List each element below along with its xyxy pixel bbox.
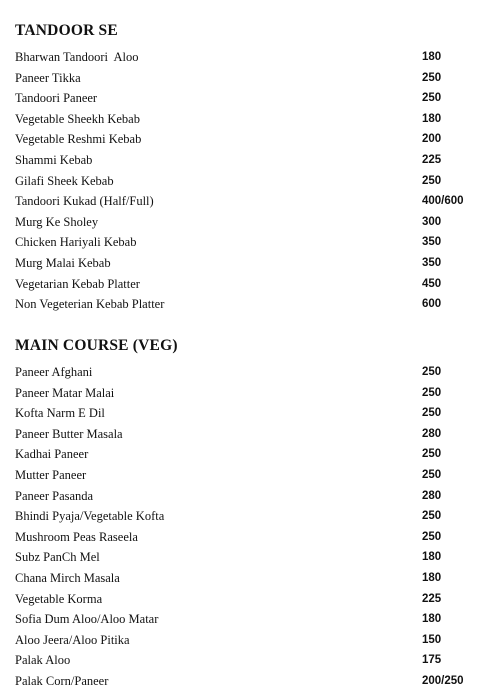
menu-item-price: 250 — [422, 510, 442, 523]
menu-item-price: 400/600 — [422, 195, 464, 208]
menu-item-price: 180 — [422, 613, 442, 626]
menu-item-name: Aloo Jeera/Aloo Pitika — [15, 632, 130, 647]
menu-item-name: Mutter Paneer — [15, 467, 87, 482]
menu-item-price: 300 — [422, 215, 442, 228]
menu-item — [15, 294, 472, 315]
section-title: MAIN COURSE (VEG) — [15, 337, 178, 354]
menu-item — [15, 47, 472, 68]
menu-item-name: Non Vegeterian Kebab Platter — [15, 297, 165, 312]
menu-item-price: 250 — [422, 92, 442, 105]
menu-item-price: 250 — [422, 530, 442, 543]
menu-item — [15, 671, 472, 692]
menu-item-price: 350 — [422, 256, 442, 269]
menu-item — [15, 150, 472, 171]
menu-item-price: 180 — [422, 571, 442, 584]
menu-item-price: 225 — [422, 153, 442, 166]
menu-item-price: 150 — [422, 633, 442, 646]
menu-item-price: 250 — [422, 448, 442, 461]
menu-item-name: Kadhai Paneer — [15, 447, 89, 462]
menu-item-price: 225 — [422, 592, 442, 605]
menu-item-price: 250 — [422, 407, 442, 420]
menu-item-price: 280 — [422, 427, 442, 440]
menu-item-price: 250 — [422, 468, 442, 481]
menu-item — [15, 424, 472, 445]
menu-item-price: 200 — [422, 133, 442, 146]
menu-item-name: Bhindi Pyaja/Vegetable Kofta — [15, 509, 165, 524]
menu-item — [15, 171, 472, 192]
menu-item — [15, 609, 472, 630]
menu-item-name: Paneer Butter Masala — [15, 426, 123, 441]
menu-item-name: Paneer Matar Malai — [15, 385, 115, 400]
menu-item — [15, 506, 472, 527]
menu-item-price: 450 — [422, 277, 442, 290]
menu-item-list — [15, 47, 472, 315]
menu-item-name: Tandoori Paneer — [15, 91, 98, 106]
menu-item-price: 180 — [422, 551, 442, 564]
menu-item — [15, 253, 472, 274]
menu-item-price: 250 — [422, 71, 442, 84]
menu-item-name: Vegetarian Kebab Platter — [15, 276, 140, 291]
menu-item-price: 250 — [422, 174, 442, 187]
menu-item — [15, 444, 472, 465]
menu-item-price: 280 — [422, 489, 442, 502]
menu-section-main-course-veg — [15, 335, 472, 692]
menu-item-name: Vegetable Reshmi Kebab — [15, 132, 142, 147]
menu-item — [15, 486, 472, 507]
menu-item-name: Paneer Pasanda — [15, 488, 94, 503]
menu-section-tandoor-se — [15, 20, 472, 315]
menu-item-name: Sofia Dum Aloo/Aloo Matar — [15, 612, 159, 627]
menu-item-list — [15, 362, 472, 692]
menu-item-name: Vegetable Sheekh Kebab — [15, 111, 140, 126]
menu-item-name: Gilafi Sheek Kebab — [15, 173, 114, 188]
menu-item-name: Bharwan Tandoori Aloo — [15, 50, 139, 64]
menu-item-name: Paneer Tikka — [15, 70, 81, 85]
menu-item — [15, 68, 472, 89]
menu-item — [15, 232, 472, 253]
menu-item — [15, 129, 472, 150]
menu-item — [15, 212, 472, 233]
menu-item-name: Mushroom Peas Raseela — [15, 529, 138, 544]
menu-item — [15, 109, 472, 130]
menu-item-price: 350 — [422, 236, 442, 249]
menu-item-price: 200/250 — [422, 674, 464, 687]
menu-item — [15, 274, 472, 295]
menu-item-name: Murg Malai Kebab — [15, 255, 111, 270]
menu-item-name: Kofta Narm E Dil — [15, 406, 105, 421]
menu-item — [15, 191, 472, 212]
menu-item-name: Subz PanCh Mel — [15, 550, 100, 565]
menu-item-name: Shammi Kebab — [15, 152, 93, 167]
menu-item-price: 175 — [422, 654, 442, 667]
menu-item — [15, 630, 472, 651]
menu-item — [15, 383, 472, 404]
menu-item — [15, 527, 472, 548]
menu-item-name: Tandoori Kukad (Half/Full) — [15, 194, 154, 209]
menu-item-name: Chana Mirch Masala — [15, 570, 120, 585]
menu-item — [15, 547, 472, 568]
menu-item — [15, 88, 472, 109]
menu-item — [15, 650, 472, 671]
menu-item-price: 250 — [422, 386, 442, 399]
menu-item-price: 600 — [422, 298, 442, 311]
menu-item-name: Murg Ke Sholey — [15, 214, 99, 229]
menu-item-price: 250 — [422, 366, 442, 378]
menu-item — [15, 362, 472, 383]
menu-item — [15, 568, 472, 589]
menu-item — [15, 589, 472, 610]
menu-item-name: Palak Corn/Paneer — [15, 673, 109, 688]
menu-item — [15, 465, 472, 486]
menu-item-price: 180 — [422, 112, 442, 125]
menu-item-price: 180 — [422, 51, 442, 63]
menu-item-name: Paneer Afghani — [15, 365, 93, 379]
menu-item — [15, 403, 472, 424]
menu-item-name: Chicken Hariyali Kebab — [15, 235, 137, 250]
menu-item-name: Vegetable Korma — [15, 591, 103, 606]
menu-item-name: Palak Aloo — [15, 653, 71, 668]
section-title: TANDOOR SE — [15, 22, 118, 39]
